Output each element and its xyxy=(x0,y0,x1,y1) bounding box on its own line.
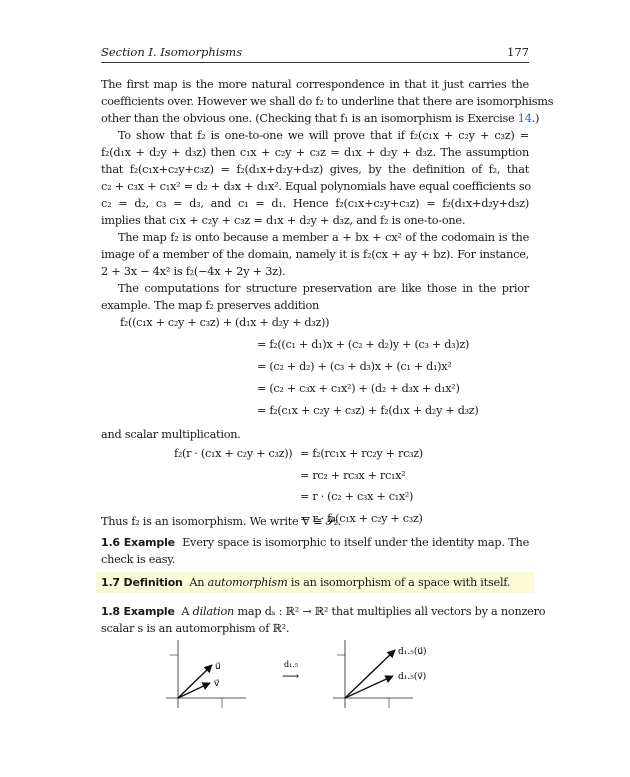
p2-line-3: that f₂(c₁x+c₂y+c₃z) = f₂(d₁x+d₂y+d₃z) gives, by the definition of f₂, that xyxy=(101,163,529,176)
p2-line-2: f₂(d₁x + d₂y + d₃z) then c₁x + c₂y + c₃z = d₁x + d₂y + d₃z. The assumption xyxy=(101,146,529,159)
p1-line-3-close: .) xyxy=(531,112,540,125)
vector-dv xyxy=(345,676,393,698)
vector-u xyxy=(178,665,212,698)
example-1-8-line-2: scalar s is an automorphism of ℝ². xyxy=(101,622,290,635)
example-1-6-line-1 xyxy=(101,534,529,551)
example-1-8-line-1 xyxy=(101,603,546,620)
header-rule xyxy=(101,62,529,63)
definition-1-7-pre: An xyxy=(189,576,208,589)
addition-eq-row-3: = (c₂ + c₃x + c₁x²) + (d₂ + d₃x + d₁x²) xyxy=(257,382,460,395)
dilation-figure xyxy=(160,636,470,718)
scalar-intro: and scalar multiplication. xyxy=(101,428,241,441)
scalar-eq-row-3: = r · (c₂ + c₃x + c₁x²) xyxy=(300,490,414,503)
example-1-8-label: 1.8 Example xyxy=(101,605,175,618)
vector-v xyxy=(178,683,210,698)
label-v: v⃗ xyxy=(214,679,220,689)
map-label: d₁.₅ xyxy=(284,660,299,669)
example-1-6-label: 1.6 Example xyxy=(101,536,175,549)
p1-line-1: The first map is the more natural correspondence in that it just carries the xyxy=(101,78,529,91)
p2-line-1: To show that f₂ is one-to-one we will prove that if f₂(c₁x + c₂y + c₃z) = xyxy=(118,129,529,142)
running-header xyxy=(101,45,529,61)
addition-eq-lhs: f₂((c₁x + c₂y + c₃z) + (d₁x + d₂y + d₃z)) xyxy=(120,316,330,329)
p1-line-2: coefficients over. However we shall do f₂ to underline that there are isomorphisms xyxy=(101,95,554,108)
definition-term: automorphism xyxy=(207,576,288,589)
p1-line-3-text: other than the obvious one. (Checking that f₁ is an isomorphism is Exercise xyxy=(101,112,518,125)
p2-line-4: c₂ + c₃x + c₁x² = d₂ + d₃x + d₁x². Equal polynomials have equal coefficients so xyxy=(101,180,531,193)
vector-du xyxy=(345,650,395,698)
p2-line-6: implies that c₁x + c₂y + c₃z = d₁x + d₂y + d₃z, and f₂ is one-to-one. xyxy=(101,214,466,227)
addition-eq-row-2: = (c₂ + d₂) + (c₃ + d₃)x + (c₁ + d₁)x² xyxy=(257,360,452,373)
thus-line: Thus f₂ is an isomorphism. We write V ≅ 𝒫₂. xyxy=(101,515,342,528)
definition-1-7-label: 1.7 Definition xyxy=(101,576,183,589)
addition-eq-row-1: = f₂((c₁ + d₁)x + (c₂ + d₂)y + (c₃ + d₃)z) xyxy=(257,338,470,351)
definition-1-7-post: is an isomorphism of a space with itself. xyxy=(287,576,511,589)
addition-eq-row-4: = f₂(c₁x + c₂y + c₃z) + f₂(d₁x + d₂y + d₃z) xyxy=(257,404,479,417)
p4-line-1: The computations for structure preservation are like those in the prior xyxy=(118,282,529,295)
label-u: u⃗ xyxy=(215,662,221,672)
example-1-8-rest: map dₛ : ℝ² → ℝ² that multiplies all vectors by a nonzero xyxy=(234,605,546,618)
scalar-eq-row-1: = f₂(rc₁x + rc₂y + rc₃z) xyxy=(300,447,423,460)
scalar-eq-row-2: = rc₂ + rc₃x + rc₁x² xyxy=(300,469,406,482)
example-1-6-text-1: Every space is isomorphic to itself under the identity map. The xyxy=(182,536,530,549)
p3-line-1: The map f₂ is onto because a member a + bx + cx² of the codomain is the xyxy=(118,231,529,244)
section-title: Section I. Isomorphisms xyxy=(101,45,243,59)
p3-line-2: image of a member of the domain, namely it is f₂(cx + ay + bz). For instance, xyxy=(101,248,529,261)
map-arrow: ⟶ xyxy=(282,669,300,683)
p1-line-3 xyxy=(101,110,540,127)
scalar-eq-row-4: = r · f₂(c₁x + c₂y + c₃z) xyxy=(300,512,423,525)
p3-line-3: 2 + 3x − 4x² is f₂(−4x + 2y + 3z). xyxy=(101,265,286,278)
definition-1-7 xyxy=(101,574,529,591)
p4-line-2: example. The map f₂ preserves addition xyxy=(101,299,320,312)
example-1-6-line-2: check is easy. xyxy=(101,553,176,566)
label-dv: d₁.₅(v⃗) xyxy=(398,672,427,682)
example-1-8-pre: A xyxy=(181,605,193,618)
label-du: d₁.₅(u⃗) xyxy=(398,647,427,657)
scalar-eq-lhs: f₂(r · (c₁x + c₂y + c₃z)) xyxy=(174,447,293,460)
dilation-term: dilation xyxy=(192,605,235,618)
p2-line-5: c₂ = d₂, c₃ = d₃, and c₁ = d₁. Hence f₂(c₁x+c₂y+c₃z) = f₂(d₁x+d₂y+d₃z) xyxy=(101,197,529,210)
exercise-14-link[interactable]: 14 xyxy=(517,112,532,125)
page-number: 177 xyxy=(507,45,529,59)
